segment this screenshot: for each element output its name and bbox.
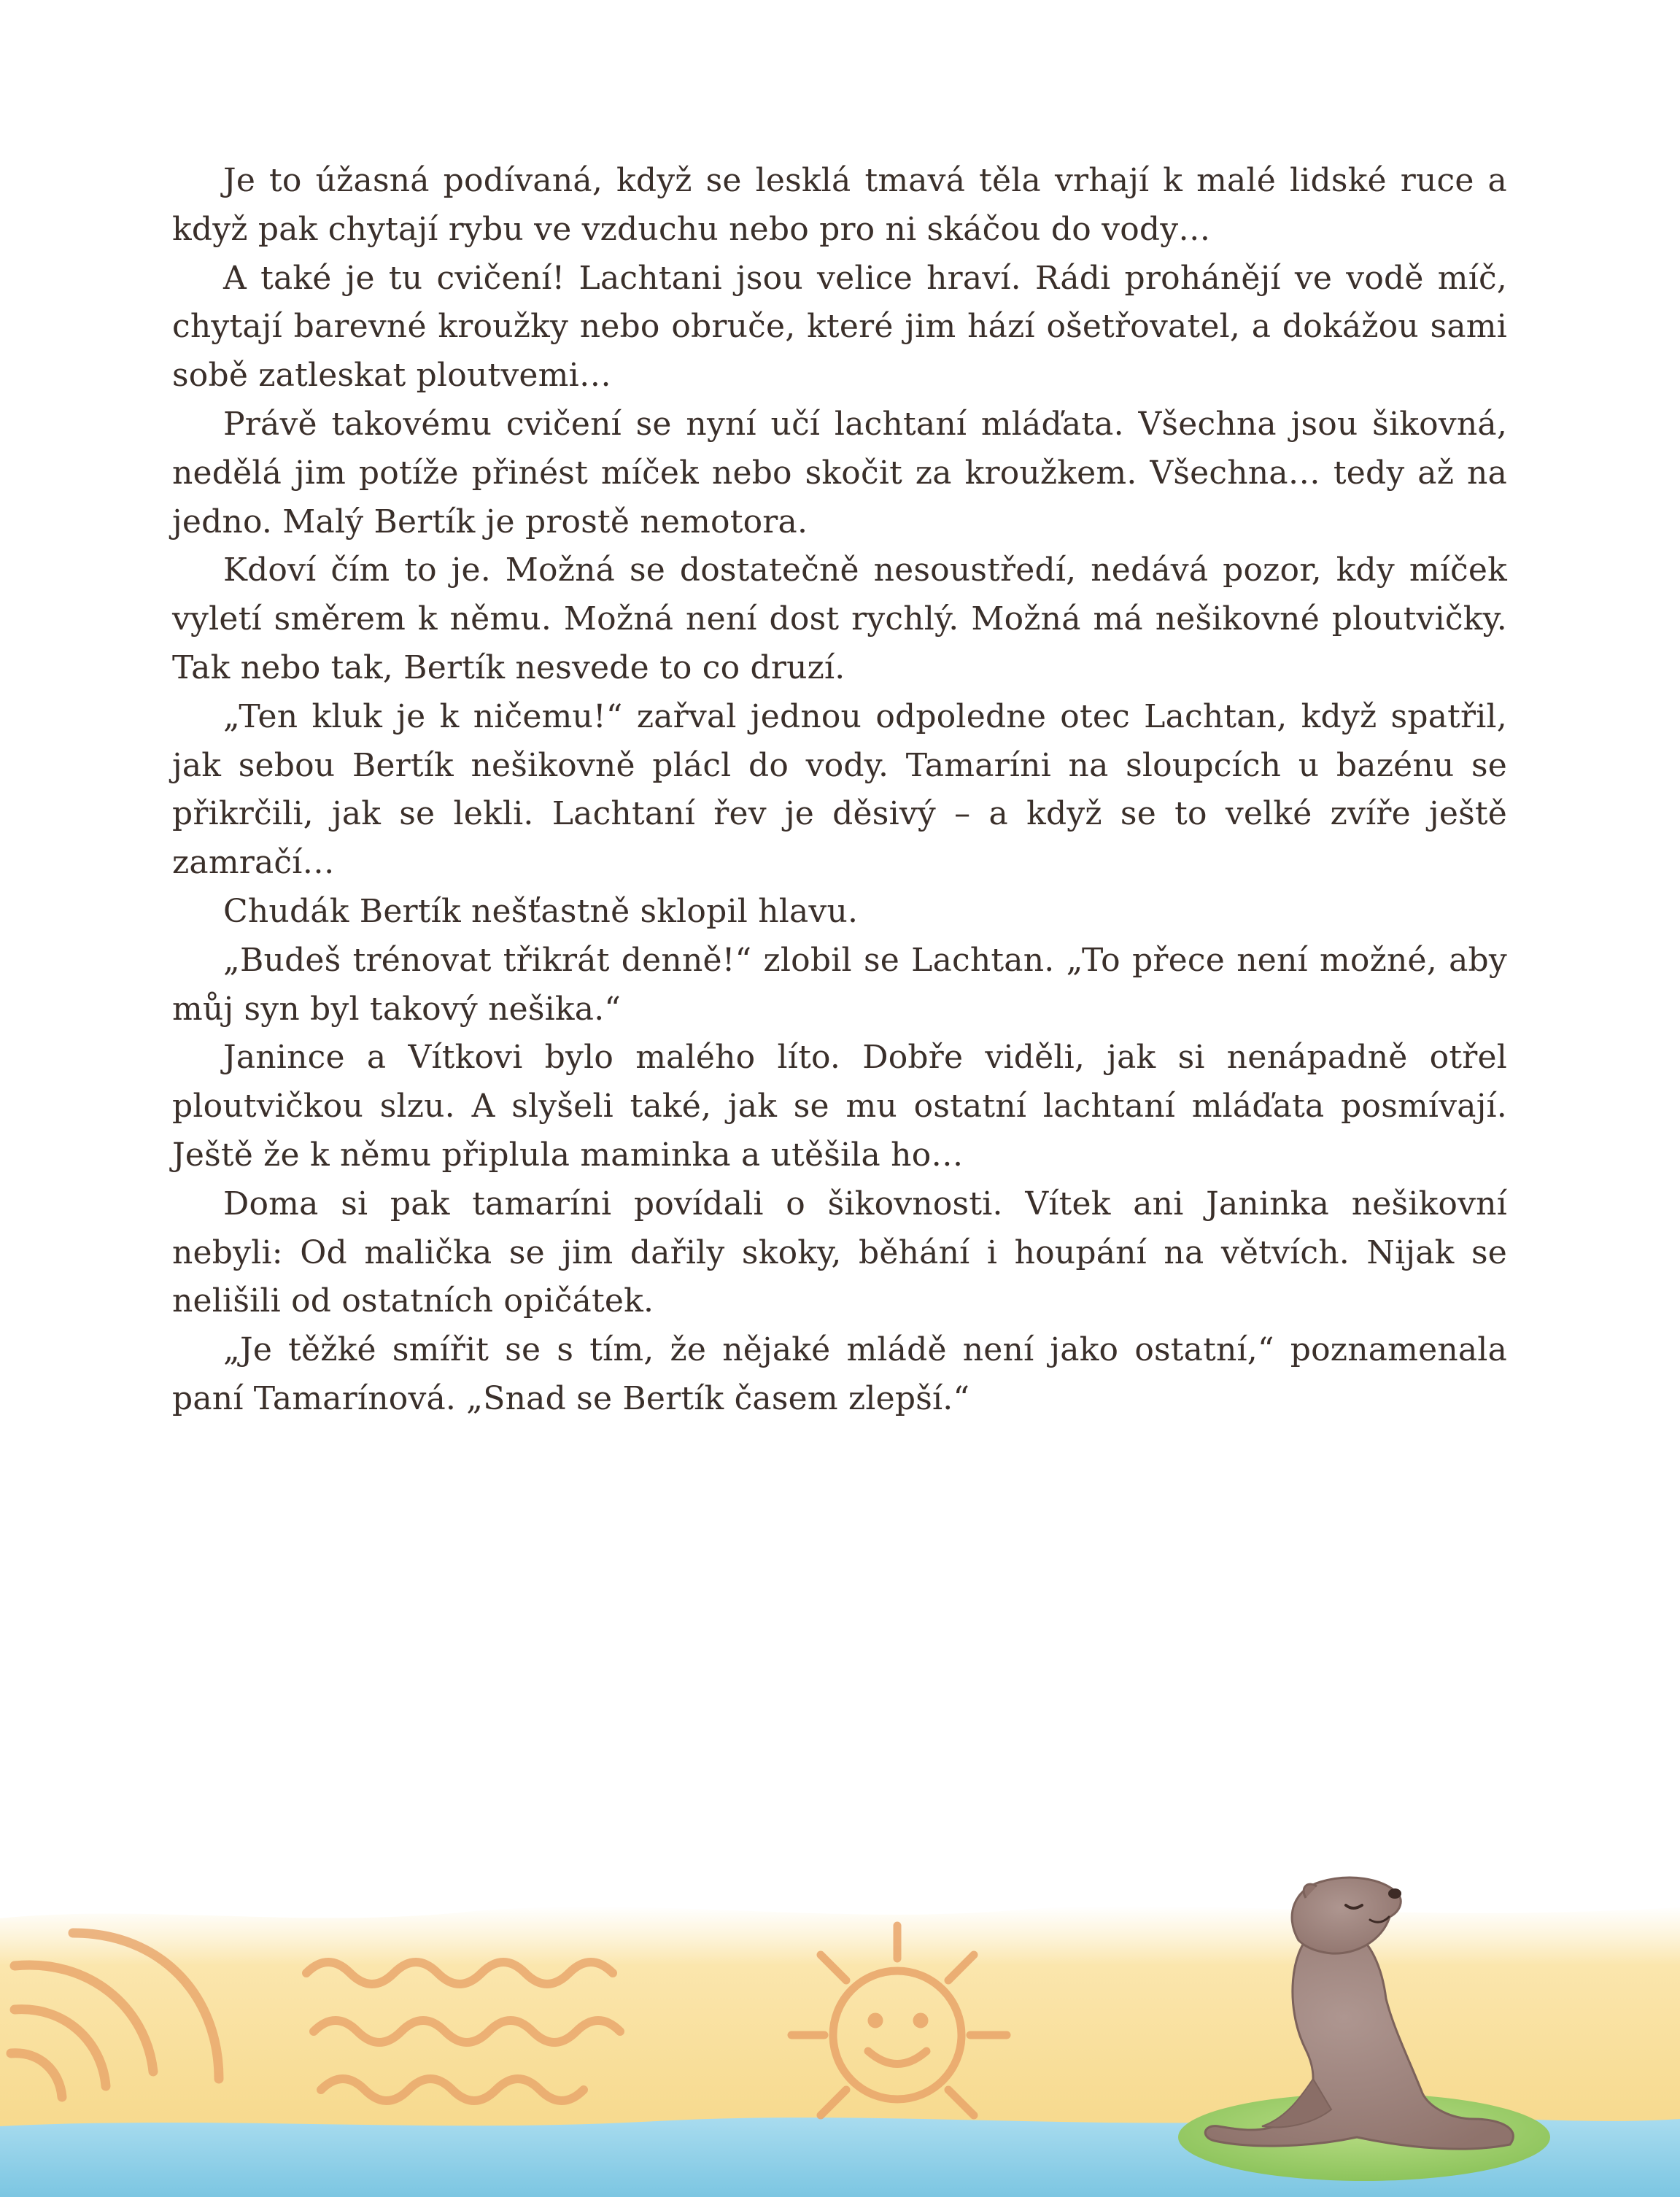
paragraph: Je to úžasná podívaná, když se lesklá tmavá těla vrhají k malé lidské ruce a když pak chytají rybu ve vzduchu nebo pro ni skáčou do vody… xyxy=(172,162,1507,248)
story-text xyxy=(172,157,1507,1424)
paragraph: „Ten kluk je k ničemu!“ zařval jednou odpoledne otec Lachtan, když spatřil, jak sebou Bertík nešikovně plácl do vody. Tamaríni na sloupcích u bazénu se přikrčili, jak se lekli. Lachtaní řev je děsivý – a když se to velké zvíře ještě zamračí… xyxy=(172,697,1507,882)
paragraph: A také je tu cvičení! Lachtani jsou velice hraví. Rádi prohánějí ve vodě míč, chytají barevné kroužky nebo obruče, které jim hází ošetřovatel, a dokážou sami sobě zatleskat ploutvemi… xyxy=(172,259,1507,395)
paragraph: Janince a Vítkovi bylo malého líto. Dobře viděli, jak si nenápadně otřel ploutvičkou slzu. A slyšeli také, jak se mu ostatní lachtaní mláďata posmívají. Ještě že k němu připlula maminka a utěšila ho… xyxy=(172,1039,1507,1174)
paragraph: Právě takovému cvičení se nyní učí lachtaní mláďata. Všechna jsou šikovná, nedělá jim potíže přinést míček nebo skočit za kroužkem. Všechna… tedy až na jedno. Malý Bertík je prostě nemotora. xyxy=(172,405,1507,540)
paragraph: „Budeš trénovat třikrát denně!“ zlobil se Lachtan. „To přece není možné, aby můj syn byl takový nešika.“ xyxy=(172,941,1507,1028)
paragraph: Kdoví čím to je. Možná se dostatečně nesoustředí, nedává pozor, kdy míček vyletí směrem k němu. Možná není dost rychlý. Možná má nešikovné ploutvičky. Tak nebo tak, Bertík nesvede to co druzí. xyxy=(172,551,1507,686)
paragraph: Chudák Bertík nešťastně sklopil hlavu. xyxy=(223,892,859,930)
paragraph: Doma si pak tamaríni povídali o šikovnosti. Vítek ani Janinka nešikovní nebyli: Od malička se jim dařily skoky, běhání i houpání na větvích. Nijak se nelišili od ostatních opičátek. xyxy=(172,1185,1507,1320)
beach-illustration xyxy=(0,1838,1680,2197)
paragraph: „Je těžké smířit se s tím, že nějaké mládě není jako ostatní,“ poznamenala paní Tamarínová. „Snad se Bertík časem zlepší.“ xyxy=(172,1331,1507,1417)
